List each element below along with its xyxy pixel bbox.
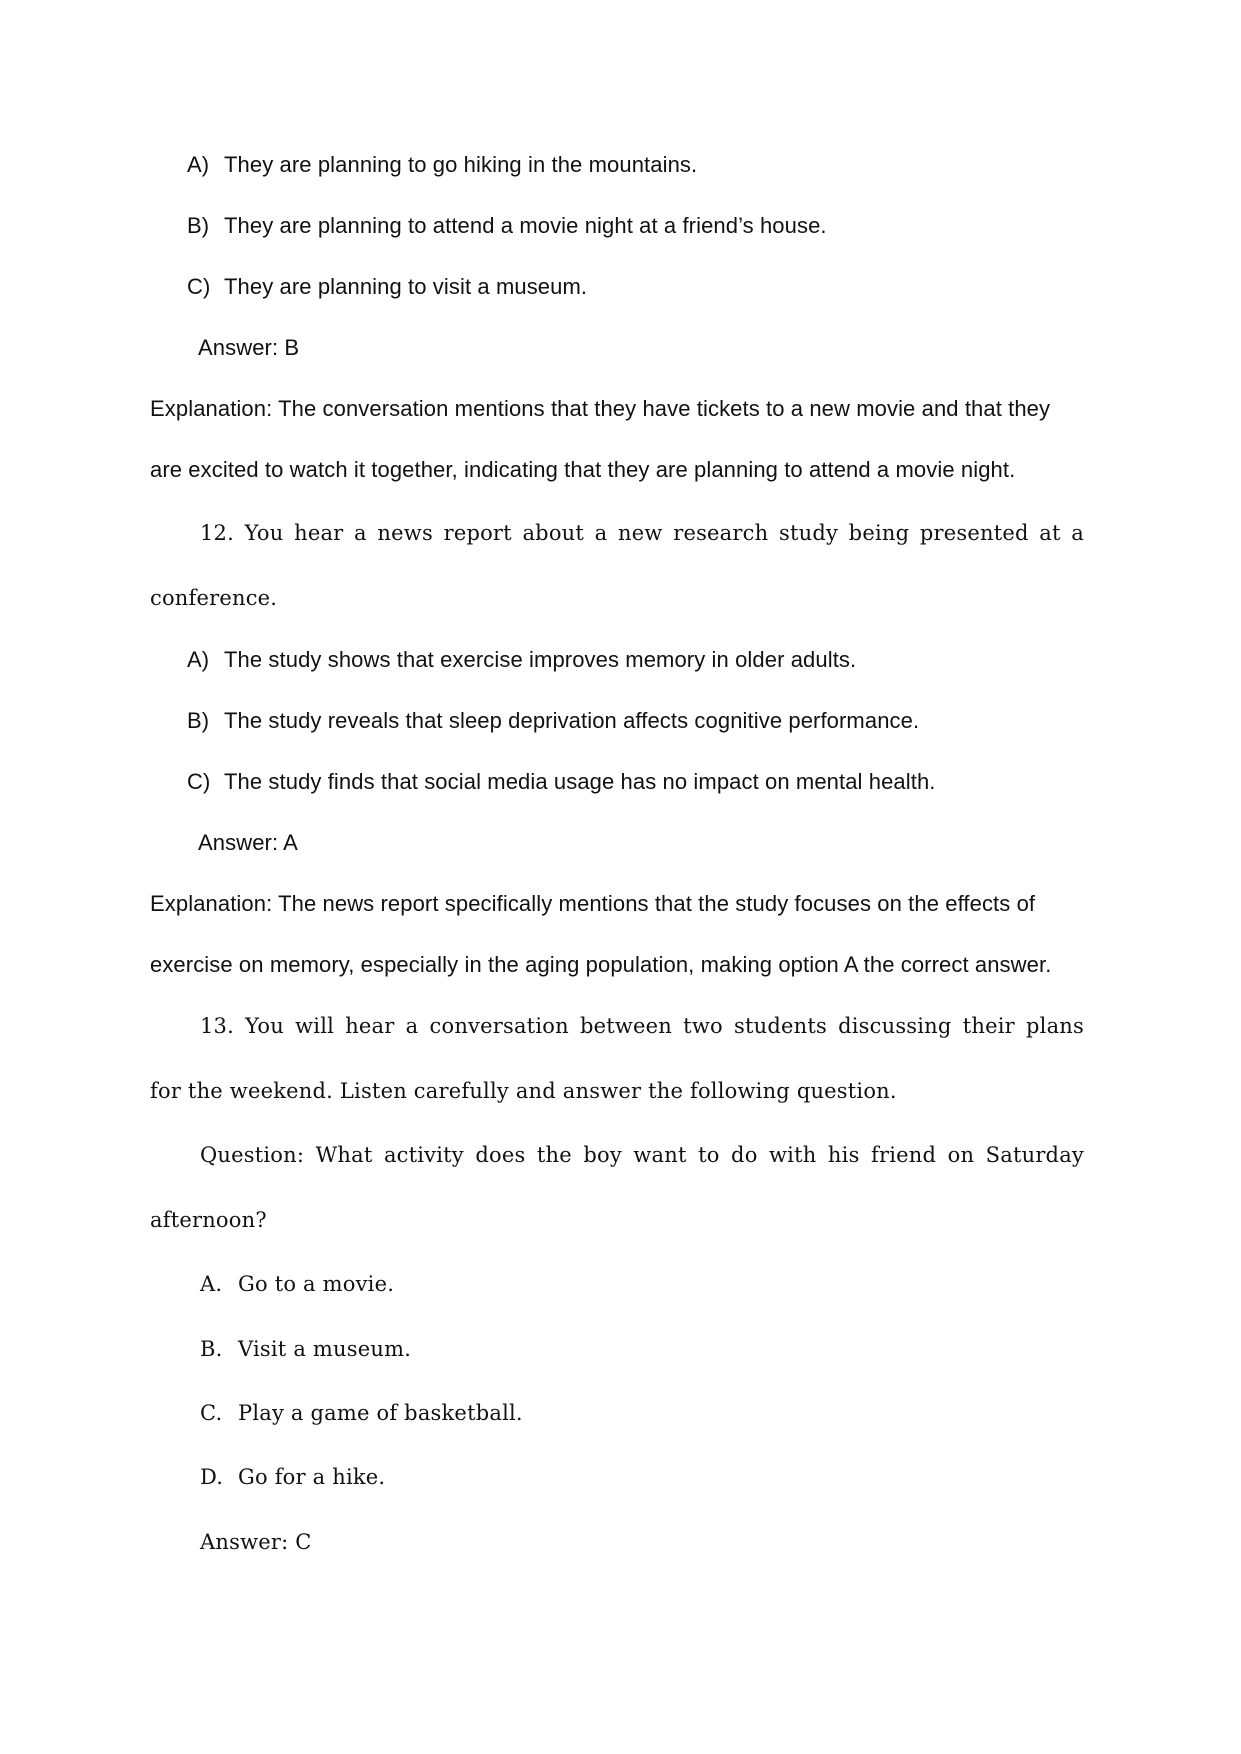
option-label: A): [187, 152, 210, 177]
answer-text: Answer: B: [198, 335, 300, 360]
option-b: [187, 211, 827, 241]
option-text: Go to a movie.: [238, 1272, 395, 1296]
question-prompt: afternoon?: [150, 1208, 267, 1232]
option-text: The study reveals that sleep deprivation affects cognitive performance.: [224, 708, 920, 733]
option-text: Play a game of basketball.: [238, 1401, 523, 1425]
option-d: [200, 1462, 385, 1492]
option-b: [200, 1334, 411, 1364]
option-c: [187, 767, 936, 797]
question-prompt: Question: What activity does the boy want to do with his friend on Saturday: [200, 1143, 1084, 1167]
option-text: They are planning to go hiking in the mountains.: [224, 152, 698, 177]
explanation-line: Explanation: The news report specifically mentions that the study focuses on the effects of: [150, 891, 1036, 916]
explanation-line: are excited to watch it together, indicating that they are planning to attend a movie night.: [150, 457, 1016, 482]
option-text: They are planning to attend a movie night at a friend’s house.: [224, 213, 827, 238]
option-label: C): [187, 769, 211, 794]
explanation-line: Explanation: The conversation mentions that they have tickets to a new movie and that they: [150, 396, 1051, 421]
option-label: C): [187, 274, 211, 299]
option-c: [200, 1398, 523, 1428]
option-label: B): [187, 213, 210, 238]
question-stem: 12. You hear a news report about a new research study being presented at a: [200, 521, 1084, 545]
option-c: [187, 272, 587, 302]
option-a: [187, 645, 856, 675]
question-stem: 13. You will hear a conversation between two students discussing their plans: [200, 1014, 1084, 1038]
option-text: The study shows that exercise improves memory in older adults.: [224, 647, 857, 672]
option-label: A): [187, 647, 210, 672]
option-label: B): [187, 708, 210, 733]
option-label: D.: [200, 1465, 224, 1489]
option-label: B.: [200, 1337, 223, 1361]
option-text: They are planning to visit a museum.: [224, 274, 588, 299]
explanation-line: exercise on memory, especially in the aging population, making option A the correct answer.: [150, 952, 1052, 977]
option-a: [200, 1269, 394, 1299]
question-stem: for the weekend. Listen carefully and answer the following question.: [150, 1079, 897, 1103]
option-text: The study finds that social media usage has no impact on mental health.: [224, 769, 936, 794]
option-text: Visit a museum.: [238, 1337, 412, 1361]
option-label: A.: [200, 1272, 223, 1296]
answer-text: Answer: A: [198, 830, 298, 855]
option-a: [187, 150, 697, 180]
option-text: Go for a hike.: [238, 1465, 386, 1489]
option-b: [187, 706, 919, 736]
answer-text: Answer: C: [200, 1530, 312, 1554]
question-stem: conference.: [150, 586, 278, 610]
option-label: C.: [200, 1401, 223, 1425]
